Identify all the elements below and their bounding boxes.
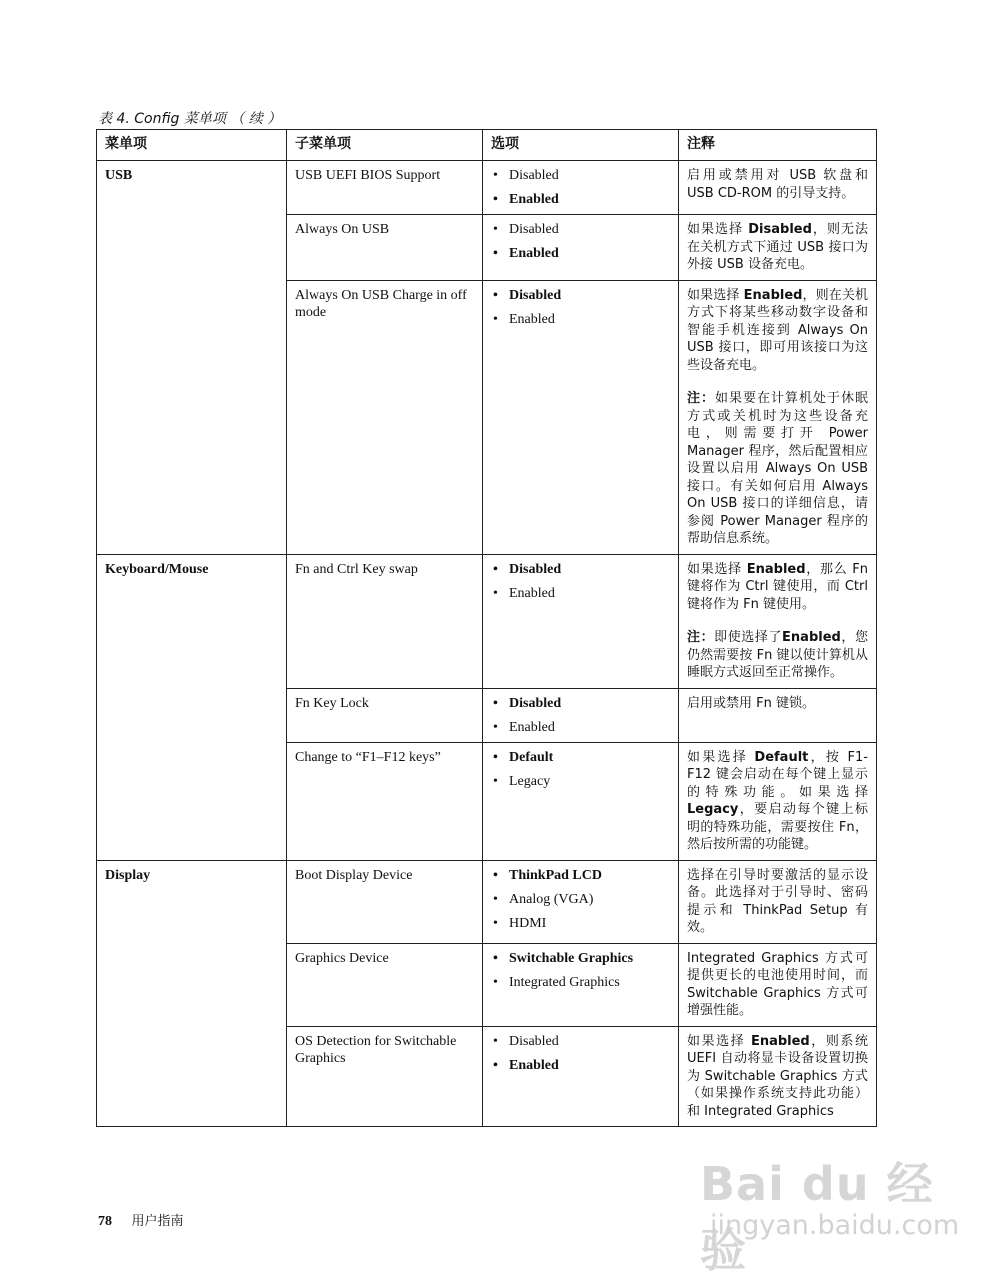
note-paragraph: 如果选择 Enabled，则系统 UEFI 自动将显卡设备设置切换为 Switchable Graphics 方式（如果操作系统支持此功能）和 Integrated Graphics — [687, 1033, 868, 1119]
notes-cell — [679, 215, 877, 281]
submenu-cell: OS Detection for Switchable Graphics — [287, 1026, 483, 1127]
watermark-main-text: Bai du 经验 — [700, 1157, 934, 1277]
config-menu-table — [96, 129, 877, 1127]
page-number: 78 — [98, 1214, 112, 1229]
options-cell — [483, 161, 679, 215]
header-menu: 菜单项 — [97, 130, 287, 161]
footer-title: 用户指南 — [131, 1214, 184, 1229]
notes-cell — [679, 1026, 877, 1127]
page-footer — [98, 1210, 184, 1230]
options-list — [491, 561, 670, 602]
submenu-cell: Change to “F1–F12 keys” — [287, 742, 483, 860]
option-item: • ThinkPad LCD — [491, 867, 670, 884]
options-list — [491, 221, 670, 262]
notes-cell — [679, 742, 877, 860]
note-paragraph: 注：如果要在计算机处于休眠方式或关机时为这些设备充电，则需要打开 Power Manager 程序，然后配置相应设置以启用 Always On USB 接口。有关如何启用 Always On USB 接口的详细信息，请参阅 Power Manager 程序的帮助信息系统。 — [687, 391, 868, 546]
option-item: • Enabled — [491, 585, 670, 602]
options-cell — [483, 742, 679, 860]
option-item: • Disabled — [491, 167, 670, 184]
submenu-cell: Always On USB — [287, 215, 483, 281]
option-item: • Enabled — [491, 245, 670, 262]
option-item: • Disabled — [491, 561, 670, 578]
option-item: • Disabled — [491, 1033, 670, 1050]
menu-cell: Display — [97, 860, 287, 1127]
options-list — [491, 867, 670, 932]
table-body — [97, 161, 877, 1127]
note-paragraph: 如果选择 Enabled，则在关机方式下将某些移动数字设备和智能手机连接到 Always On USB 接口，即可用该接口为这些设备充电。 — [687, 287, 868, 373]
option-item: • Integrated Graphics — [491, 974, 670, 991]
note-paragraph: 如果选择 Default，按 F1-F12 键会启动在每个键上显示的特殊功能。如果选择 Legacy，要启动每个键上标明的特殊功能，需要按住 Fn，然后按所需的功能键。 — [687, 749, 868, 852]
notes-cell — [679, 280, 877, 554]
options-cell — [483, 1026, 679, 1127]
submenu-cell: Boot Display Device — [287, 860, 483, 943]
note-paragraph: 如果选择 Disabled，则无法在关机方式下通过 USB 接口为外接 USB 设备充电。 — [687, 222, 868, 272]
option-item: • Analog (VGA) — [491, 891, 670, 908]
note-paragraph: 启用或禁用对 USB 软盘和 USB CD-ROM 的引导支持。 — [687, 168, 868, 201]
options-list — [491, 287, 670, 328]
notes-cell — [679, 161, 877, 215]
notes-cell — [679, 943, 877, 1026]
baidu-watermark-logo — [700, 1148, 960, 1277]
options-list — [491, 695, 670, 736]
watermark-url: jingyan.baidu.com — [710, 1210, 960, 1241]
option-item: • Disabled — [491, 695, 670, 712]
options-cell — [483, 280, 679, 554]
menu-cell: Keyboard/Mouse — [97, 554, 287, 860]
options-list — [491, 950, 670, 991]
table-row — [97, 161, 877, 215]
options-list — [491, 167, 670, 208]
table-caption: 表 4. Config 菜单项 （ 续 ） — [98, 111, 282, 127]
options-cell — [483, 860, 679, 943]
notes-cell — [679, 688, 877, 742]
note-paragraph: 启用或禁用 Fn 键锁。 — [687, 695, 815, 711]
submenu-cell: USB UEFI BIOS Support — [287, 161, 483, 215]
options-cell — [483, 688, 679, 742]
table-row — [97, 554, 877, 688]
options-cell — [483, 215, 679, 281]
notes-cell — [679, 860, 877, 943]
submenu-cell: Always On USB Charge in off mode — [287, 280, 483, 554]
header-notes: 注释 — [679, 130, 877, 161]
submenu-cell: Graphics Device — [287, 943, 483, 1026]
submenu-cell: Fn and Ctrl Key swap — [287, 554, 483, 688]
option-item: • Default — [491, 749, 670, 766]
options-cell — [483, 943, 679, 1026]
option-item: • Disabled — [491, 221, 670, 238]
header-submenu: 子菜单项 — [287, 130, 483, 161]
options-cell — [483, 554, 679, 688]
options-list — [491, 1033, 670, 1074]
option-item: • Enabled — [491, 1057, 670, 1074]
table-row — [97, 860, 877, 943]
option-item: • HDMI — [491, 915, 670, 932]
note-paragraph: 如果选择 Enabled，那么 Fn 键将作为 Ctrl 键使用，而 Ctrl 键将作为 Fn 键使用。 — [687, 561, 868, 612]
table-header-row — [97, 130, 877, 161]
option-item: • Switchable Graphics — [491, 950, 670, 967]
submenu-cell: Fn Key Lock — [287, 688, 483, 742]
option-item: • Enabled — [491, 311, 670, 328]
option-item: • Legacy — [491, 773, 670, 790]
note-paragraph: Integrated Graphics 方式可提供更长的电池使用时间，而 Switchable Graphics 方式可增强性能。 — [687, 950, 868, 1018]
option-item: • Enabled — [491, 191, 670, 208]
note-paragraph: 注：即使选择了Enabled，您仍然需要按 Fn 键以使计算机从睡眠方式返回至正常操作。 — [687, 630, 868, 680]
notes-cell — [679, 554, 877, 688]
option-item: • Disabled — [491, 287, 670, 304]
options-list — [491, 749, 670, 790]
option-item: • Enabled — [491, 719, 670, 736]
header-options: 选项 — [483, 130, 679, 161]
menu-cell: USB — [97, 161, 287, 555]
note-paragraph: 选择在引导时要激活的显示设备。此选择对于引导时、密码提示和 ThinkPad Setup 有效。 — [687, 867, 868, 935]
